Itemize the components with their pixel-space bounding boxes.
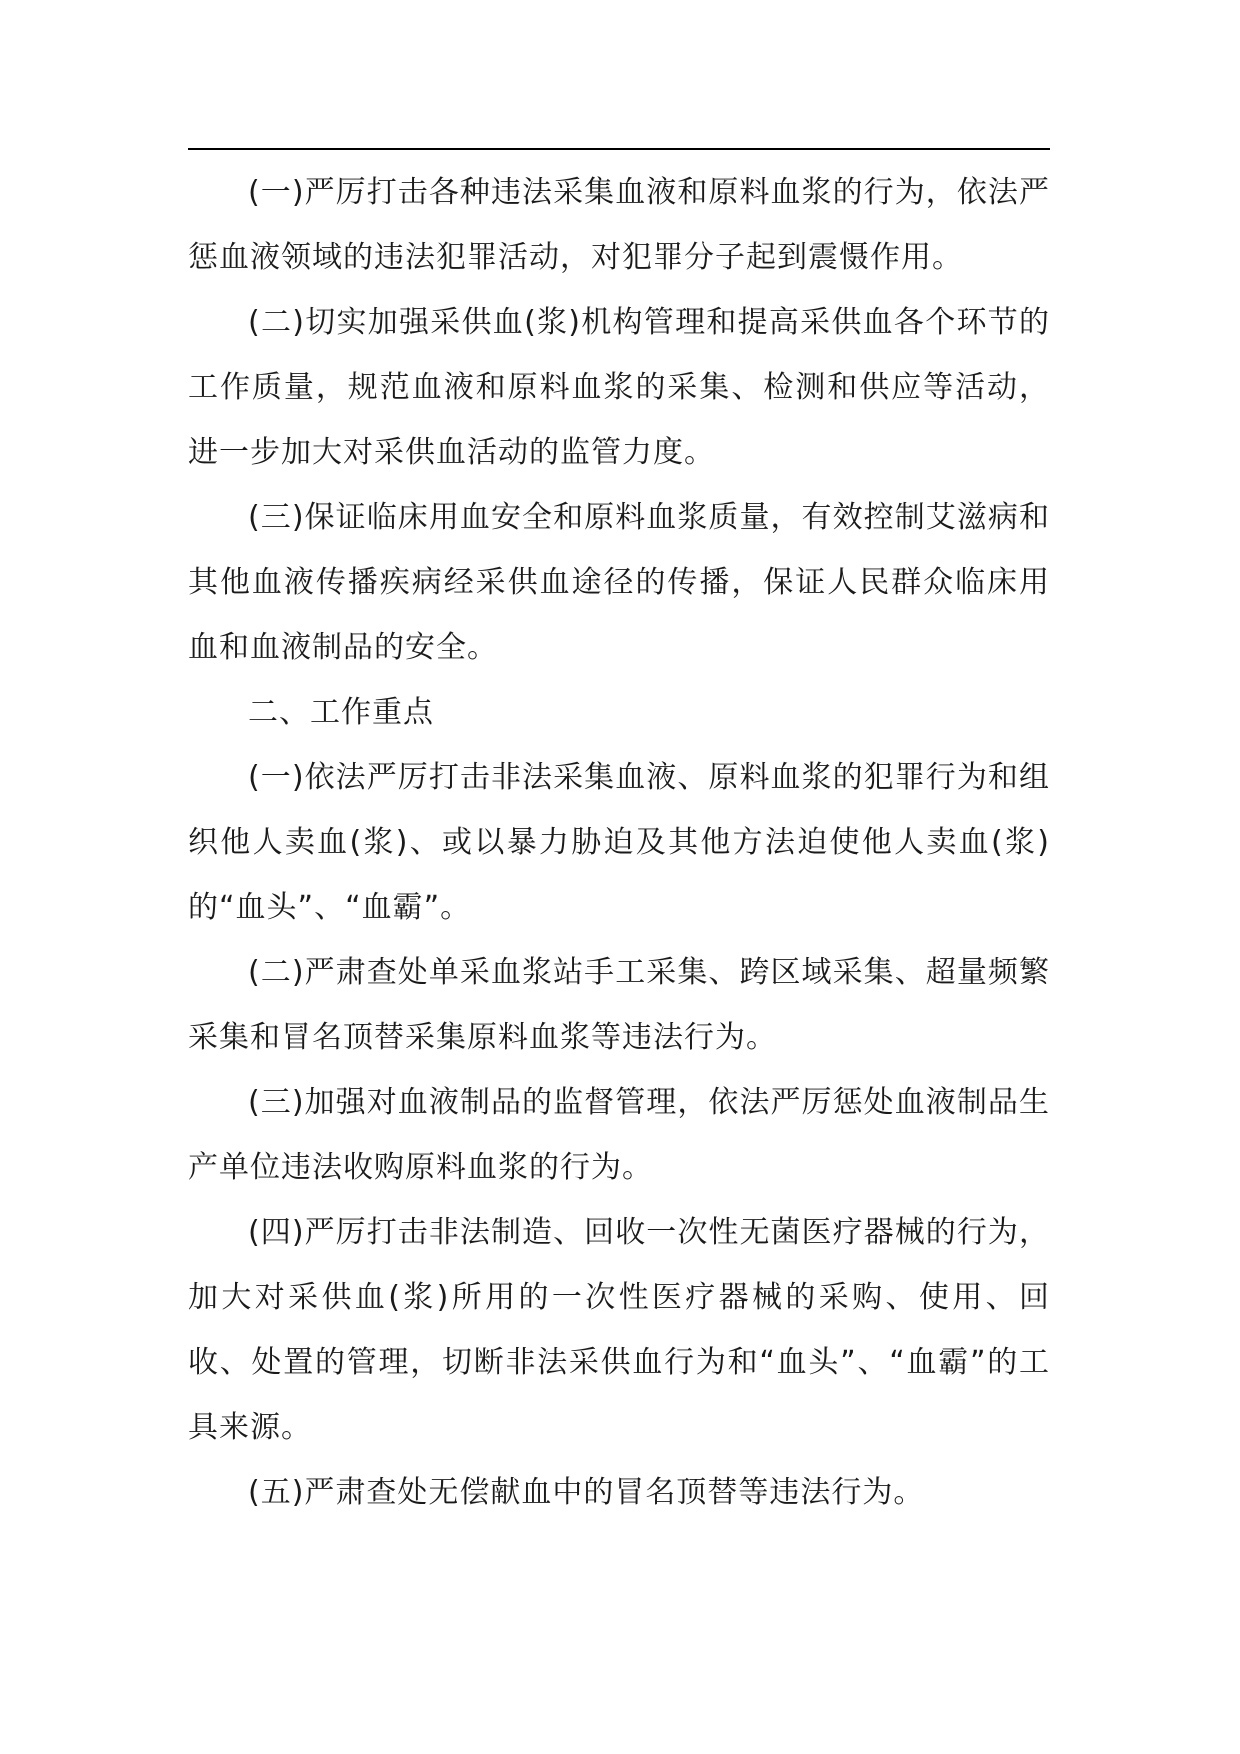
paragraph-focus-3: (三)加强对血液制品的监督管理，依法严厉惩处血液制品生产单位违法收购原料血浆的行为。	[188, 1085, 1050, 1185]
paragraph-focus-5: (五)严肃查处无偿献血中的冒名顶替等违法行为。	[248, 1475, 925, 1510]
header-rule	[188, 148, 1050, 150]
paragraph-objective-3: (三)保证临床用血安全和原料血浆质量，有效控制艾滋病和其他血液传播疾病经采供血途径的传播，保证人民群众临床用血和血液制品的安全。	[188, 500, 1050, 665]
section-heading-work-focus: 二、工作重点	[248, 695, 434, 730]
paragraph-focus-1: (一)依法严厉打击非法采集血液、原料血浆的犯罪行为和组织他人卖血(浆)、或以暴力胁迫及其他方法迫使他人卖血(浆)的“血头”、“血霸”。	[188, 760, 1050, 925]
paragraph-objective-2: (二)切实加强采供血(浆)机构管理和提高采供血各个环节的工作质量，规范血液和原料血浆的采集、检测和供应等活动，进一步加大对采供血活动的监管力度。	[188, 305, 1050, 470]
paragraph-focus-4: (四)严厉打击非法制造、回收一次性无菌医疗器械的行为，加大对采供血(浆)所用的一次性医疗器械的采购、使用、回收、处置的管理，切断非法采供血行为和“血头”、“血霸”的工具来源。	[188, 1215, 1050, 1445]
paragraph-objective-1: (一)严厉打击各种违法采集血液和原料血浆的行为，依法严惩血液领域的违法犯罪活动，对犯罪分子起到震慑作用。	[188, 175, 1050, 275]
document-body	[188, 160, 1050, 1525]
paragraph-focus-2: (二)严肃查处单采血浆站手工采集、跨区域采集、超量频繁采集和冒名顶替采集原料血浆等违法行为。	[188, 955, 1050, 1055]
